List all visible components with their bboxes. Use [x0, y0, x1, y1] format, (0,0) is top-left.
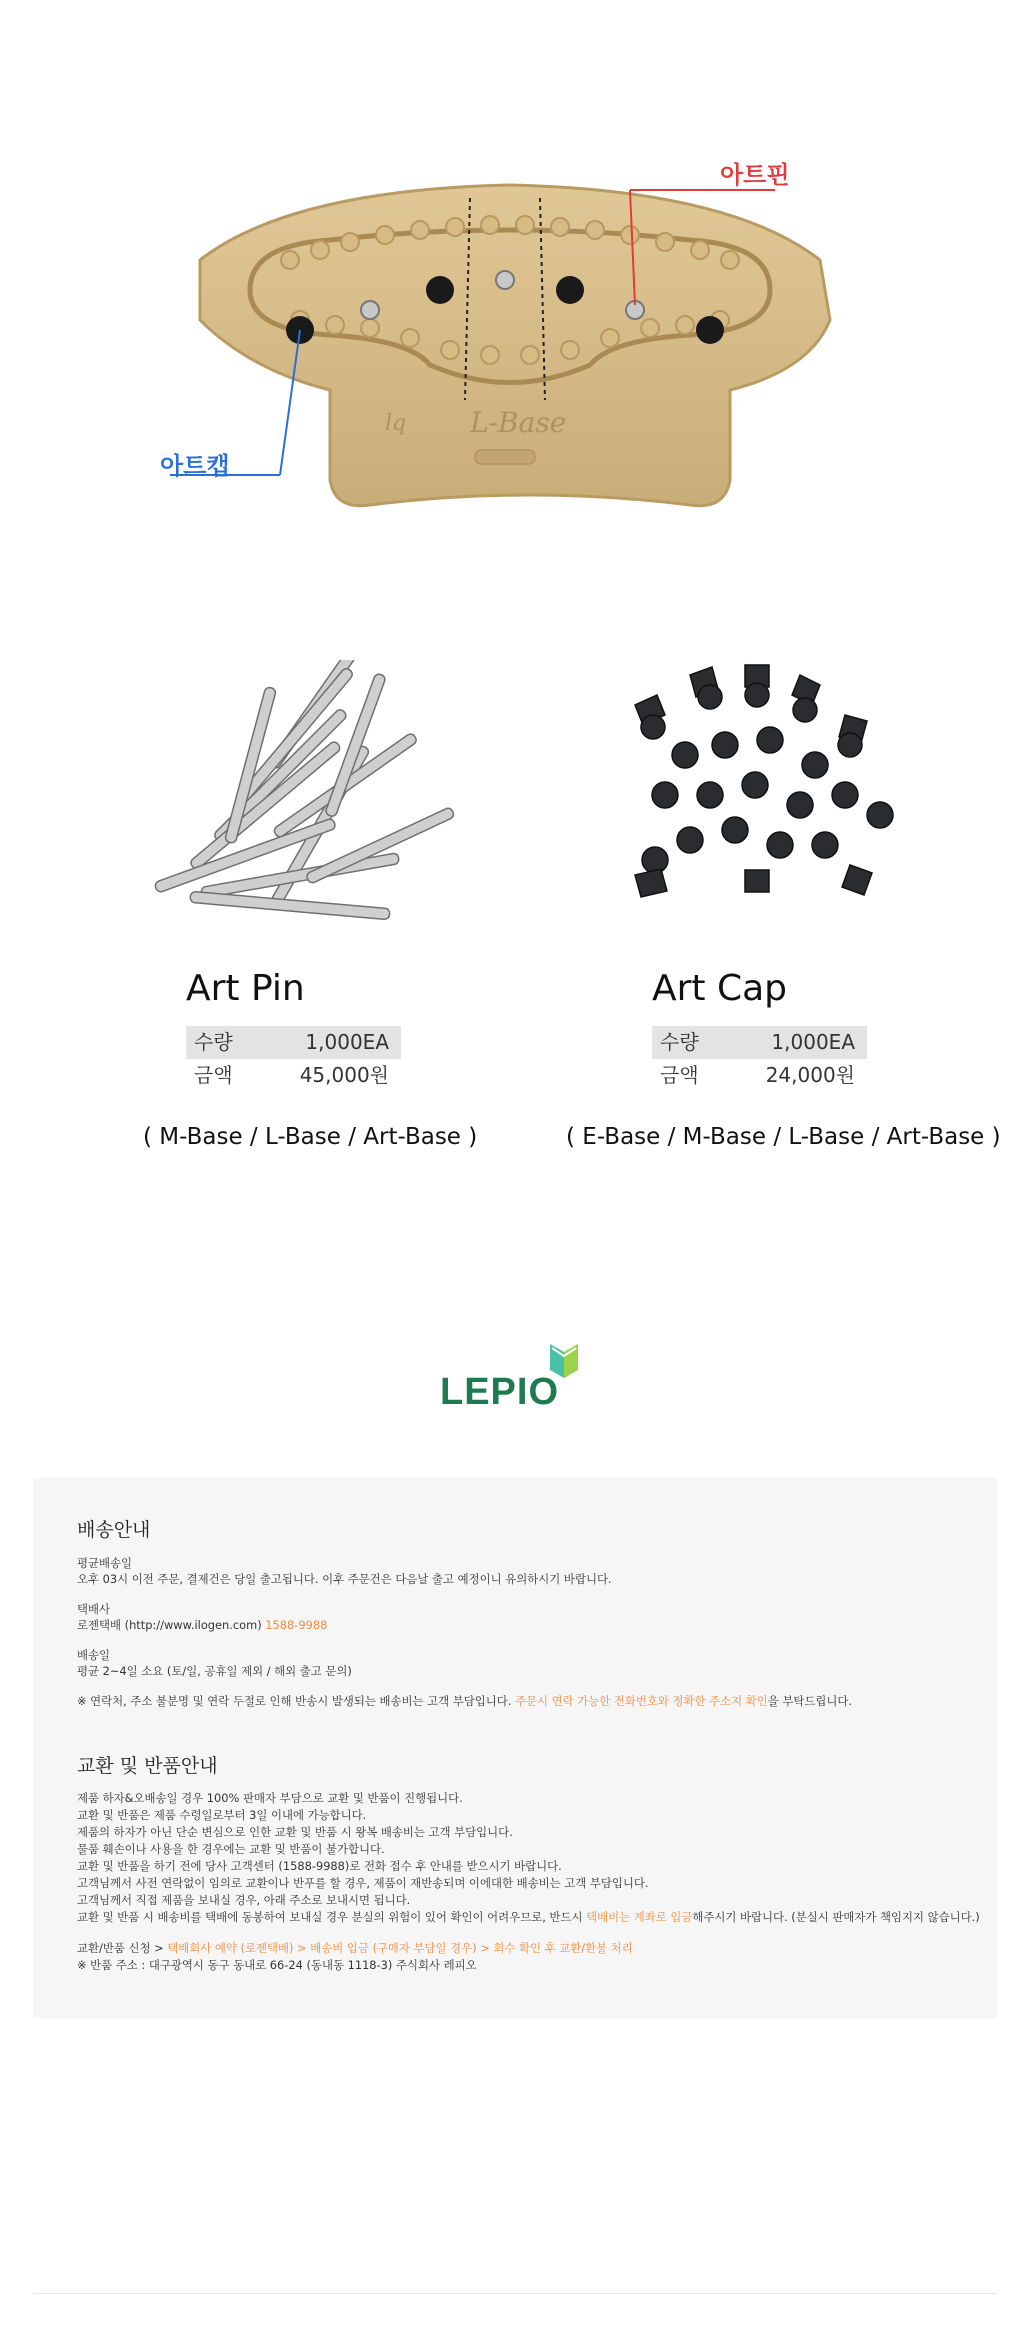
qty-value: 1,000EA [771, 1030, 855, 1054]
avg-shipping-label: 평균배송일 [77, 1556, 133, 1570]
art-cap-annotation: 아트캡 [160, 452, 230, 480]
art-cap-image [595, 635, 925, 925]
lepio-logo [440, 1340, 600, 1410]
courier-phone: 1588-9988 [265, 1618, 328, 1632]
returns-line: 교환 및 반품은 제품 수령일로부터 3일 이내에 가능합니다. [77, 1808, 367, 1822]
qty-label: 수량 [194, 1030, 233, 1054]
notice-highlight: 주문시 연락 가능한 전화번호와 정확한 주소지 확인 [514, 1694, 768, 1708]
returns-address: ※ 반품 주소 : 대구광역시 동구 동내로 66-24 (동내동 1118-3) 주식회사 레피오 [77, 1958, 477, 1972]
art-pin-compatibility: ( M-Base / L-Base / Art-Base ) [143, 1124, 478, 1150]
art-pin-qty-row [186, 1026, 401, 1059]
price-value: 45,000원 [299, 1063, 389, 1087]
art-cap-compatibility: ( E-Base / M-Base / L-Base / Art-Base ) [566, 1124, 1001, 1150]
avg-shipping-text: 오후 03시 이전 주문, 결제건은 당일 출고됩니다. 이후 주문건은 다음날 출고 예정이니 유의하시기 바랍니다. [77, 1572, 612, 1586]
footer-divider [33, 2293, 997, 2294]
returns-line: 고객님께서 사전 연락없이 임의로 교환이나 반푸를 할 경우, 제품이 재반송되며 이에대한 배송비는 고객 부담입니다. [77, 1876, 649, 1890]
returns-payment-line: 교환 및 반품 시 배송비를 택배에 동봉하여 보내실 경우 분실의 위험이 있어 확인이 어려우므로, 반드시 택배비는 계좌로 입금해주시기 바랍니다. (분실시 판매자가 책임지지 않습니다.) [77, 1910, 980, 1924]
art-cap-qty-row [652, 1026, 867, 1059]
returns-line: 고객님께서 직접 제품을 보내실 경우, 아래 주소로 보내시면 됩니다. [77, 1893, 411, 1907]
art-pin-spec-table [186, 1026, 401, 1092]
qty-label: 수량 [660, 1030, 699, 1054]
art-cap-title: Art Cap [652, 968, 788, 1009]
returns-line: 교환 및 반품을 하기 전에 당사 고객센터 (1588-9988)로 전화 접수 후 안내를 받으시기 바랍니다. [77, 1859, 562, 1873]
art-cap-price-row [652, 1059, 867, 1092]
shipping-notice: ※ 연락처, 주소 불분명 및 연락 두절로 인해 반송시 발생되는 배송비는 고객 부담입니다. 주문시 연락 가능한 전화번호와 정확한 주소지 확인을 부탁드립니다. [77, 1694, 853, 1708]
art-cap-spec-table [652, 1026, 867, 1092]
returns-line: 제품 하자&오배송일 경우 100% 판매자 부담으로 교환 및 반품이 진행됩니다. [77, 1791, 463, 1805]
courier-text: 로젠택배 (http://www.ilogen.com) [77, 1618, 266, 1632]
delivery-days-label: 배송일 [77, 1648, 111, 1662]
art-pin-price-row [186, 1059, 401, 1092]
returns-title: 교환 및 반품안내 [77, 1755, 218, 1777]
logo-text: LEPIO [440, 1371, 560, 1410]
returns-line: 물품 훼손이나 사용을 한 경우에는 교환 및 반품이 불가합니다. [77, 1842, 385, 1856]
returns-process: 교환/반품 신청 > 택배회사 예약 (로젠택배) > 배송비 입금 (구매자 부담일 경우) > 회수 확인 후 교환/환불 처리 [77, 1941, 633, 1955]
payment-highlight: 택배비는 계좌로 입금 [586, 1910, 693, 1924]
base-engraving: L-Base [470, 406, 567, 439]
returns-line: 제품의 하자가 아닌 단순 변심으로 인한 교환 및 반품 시 왕복 배송비는 고객 부담입니다. [77, 1825, 513, 1839]
courier-label: 택배사 [77, 1602, 111, 1616]
delivery-days-text: 평균 2~4일 소요 (토/일, 공휴일 제외 / 해외 출고 문의) [77, 1664, 352, 1678]
art-pin-image [130, 660, 490, 950]
qty-value: 1,000EA [305, 1030, 389, 1054]
price-label: 금액 [194, 1063, 233, 1087]
price-label: 금액 [660, 1063, 699, 1087]
l-base-product-image [170, 150, 890, 540]
art-pin-title: Art Pin [186, 968, 305, 1009]
art-pin-annotation: 아트핀 [720, 161, 790, 189]
process-highlight: 택배회사 예약 (로젠택배) > 배송비 입금 (구매자 부담일 경우) > 회수 확인 후 교환/환불 처리 [167, 1941, 633, 1955]
price-value: 24,000원 [765, 1063, 855, 1087]
shipping-returns-info [33, 1478, 997, 2018]
shipping-title: 배송안내 [77, 1519, 151, 1541]
courier-line [77, 1617, 327, 1634]
base-mark: lq [385, 411, 407, 436]
